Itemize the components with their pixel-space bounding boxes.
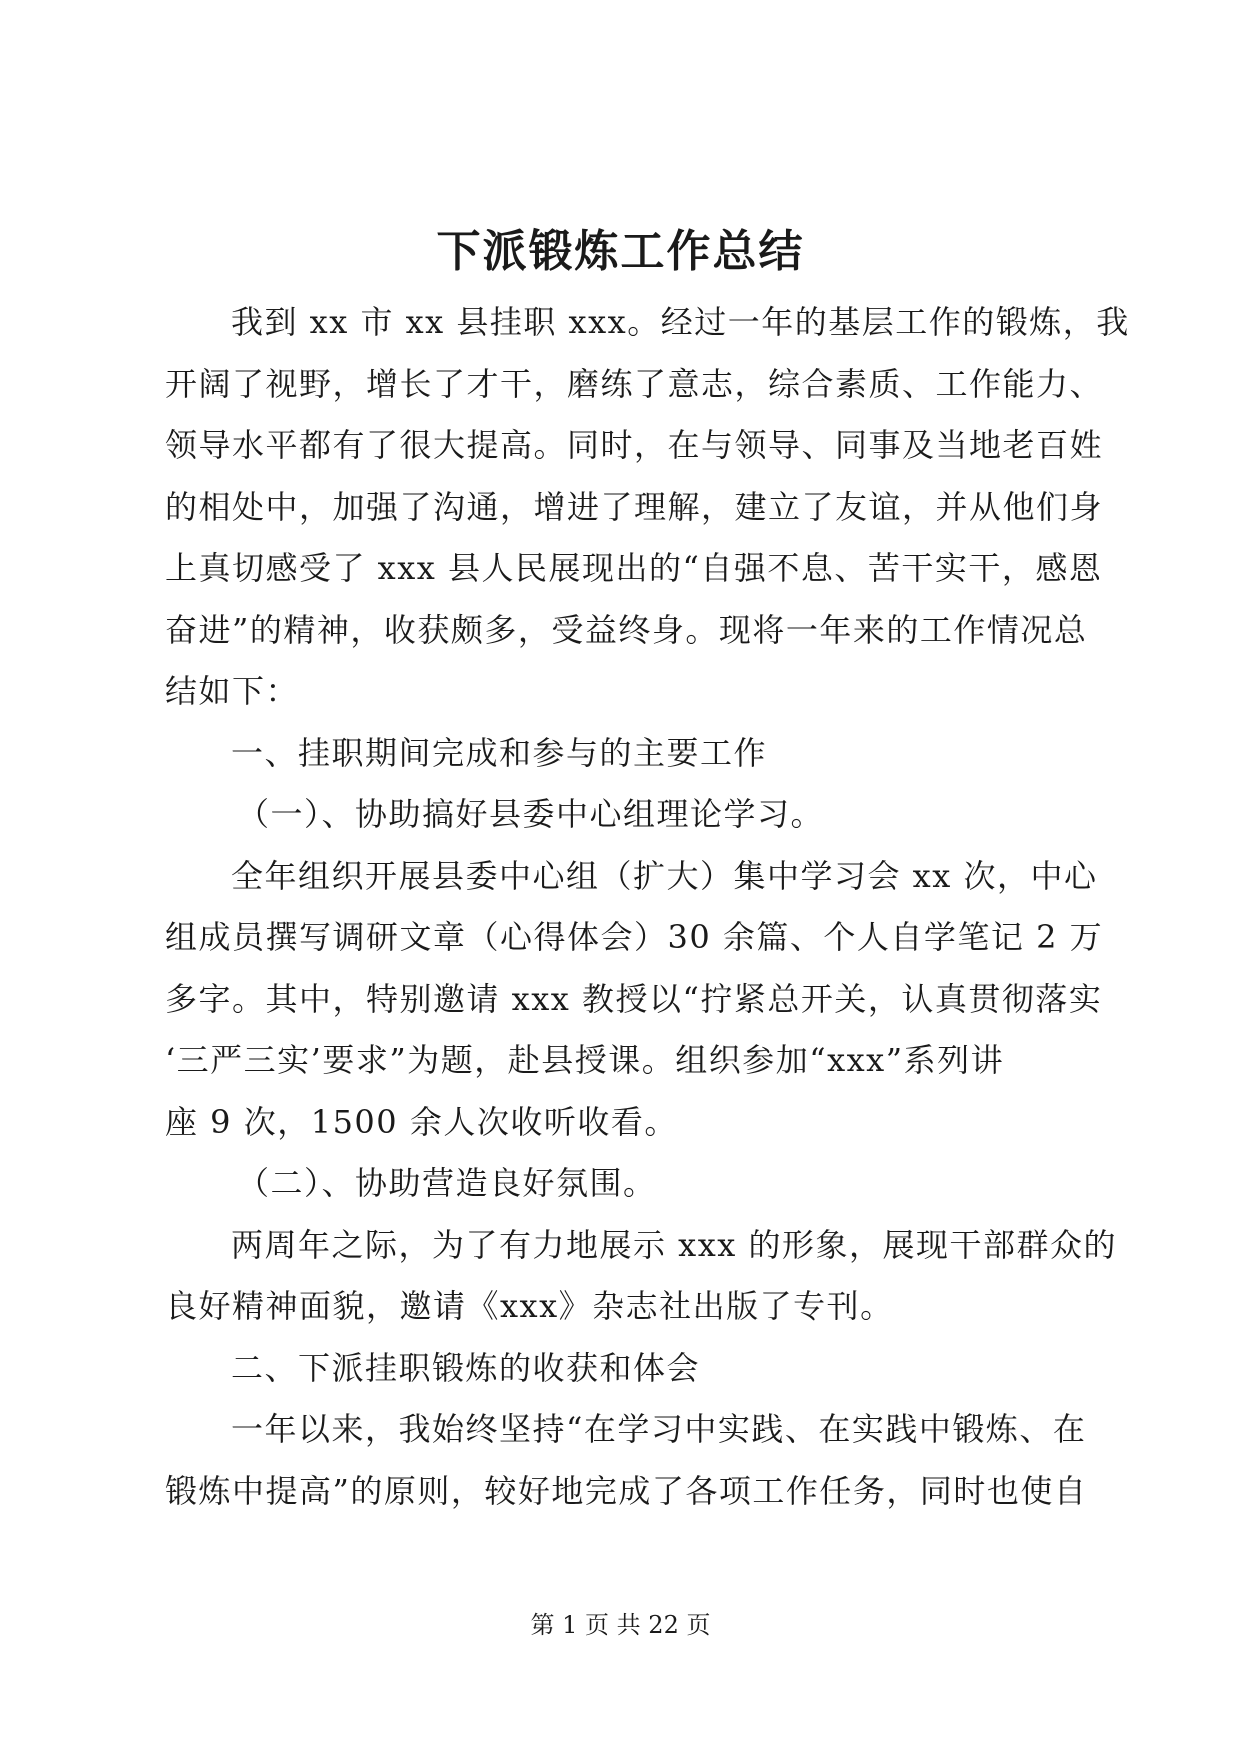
section-heading: 一、挂职期间完成和参与的主要工作 <box>231 733 768 772</box>
body-line: 领导水平都有了很大提高。同时，在与领导、同事及当地老百姓 <box>165 426 1104 464</box>
body-line: 两周年之际，为了有力地展示 xxx 的形象，展现干部群众的 <box>231 1225 1117 1264</box>
subsection-heading: （一）、协助搞好县委中心组理论学习。 <box>237 795 825 833</box>
section-heading: 二、下派挂职锻炼的收获和体会 <box>231 1348 701 1387</box>
document-title: 下派锻炼工作总结 <box>436 226 805 277</box>
body-line: 的相处中，加强了沟通，增进了理解，建立了友谊，并从他们身 <box>165 487 1104 526</box>
document-body <box>165 292 1130 1522</box>
body-line: 奋进”的精神，收获颇多，受益终身。现将一年来的工作情况总 <box>165 610 1088 649</box>
body-line: 座 9 次，1500 余人次收听收看。 <box>165 1102 678 1141</box>
body-line: 组成员撰写调研文章（心得体会）30 余篇、个人自学笔记 2 万 <box>165 918 1104 956</box>
body-line: 我到 xx 市 xx 县挂职 xxx。经过一年的基层工作的锻炼，我 <box>231 303 1130 341</box>
body-line: 良好精神面貌，邀请《xxx》杂志社出版了专刊。 <box>165 1287 894 1325</box>
page-number-footer: 第 1 页 共 22 页 <box>530 1611 711 1639</box>
body-line: 开阔了视野，增长了才干，磨练了意志，综合素质、工作能力、 <box>165 364 1104 403</box>
body-line: 结如下： <box>165 672 300 710</box>
body-line: 全年组织开展县委中心组（扩大）集中学习会 xx 次，中心 <box>231 856 1098 895</box>
body-line: 多字。其中，特别邀请 xxx 教授以“拧紧总开关，认真贯彻落实 <box>165 979 1103 1018</box>
body-line: 上真切感受了 xxx 县人民展现出的“自强不息、苦干实干，感恩 <box>165 549 1103 587</box>
subsection-heading: （二）、协助营造良好氛围。 <box>237 1164 657 1202</box>
body-line: 一年以来，我始终坚持“在学习中实践、在实践中锻炼、在 <box>231 1410 1087 1448</box>
body-line: 锻炼中提高”的原则，较好地完成了各项工作任务，同时也使自 <box>165 1471 1088 1510</box>
body-line: ‘三严三实’要求”为题，赴县授课。组织参加“xxx”系列讲 <box>165 1041 1005 1079</box>
